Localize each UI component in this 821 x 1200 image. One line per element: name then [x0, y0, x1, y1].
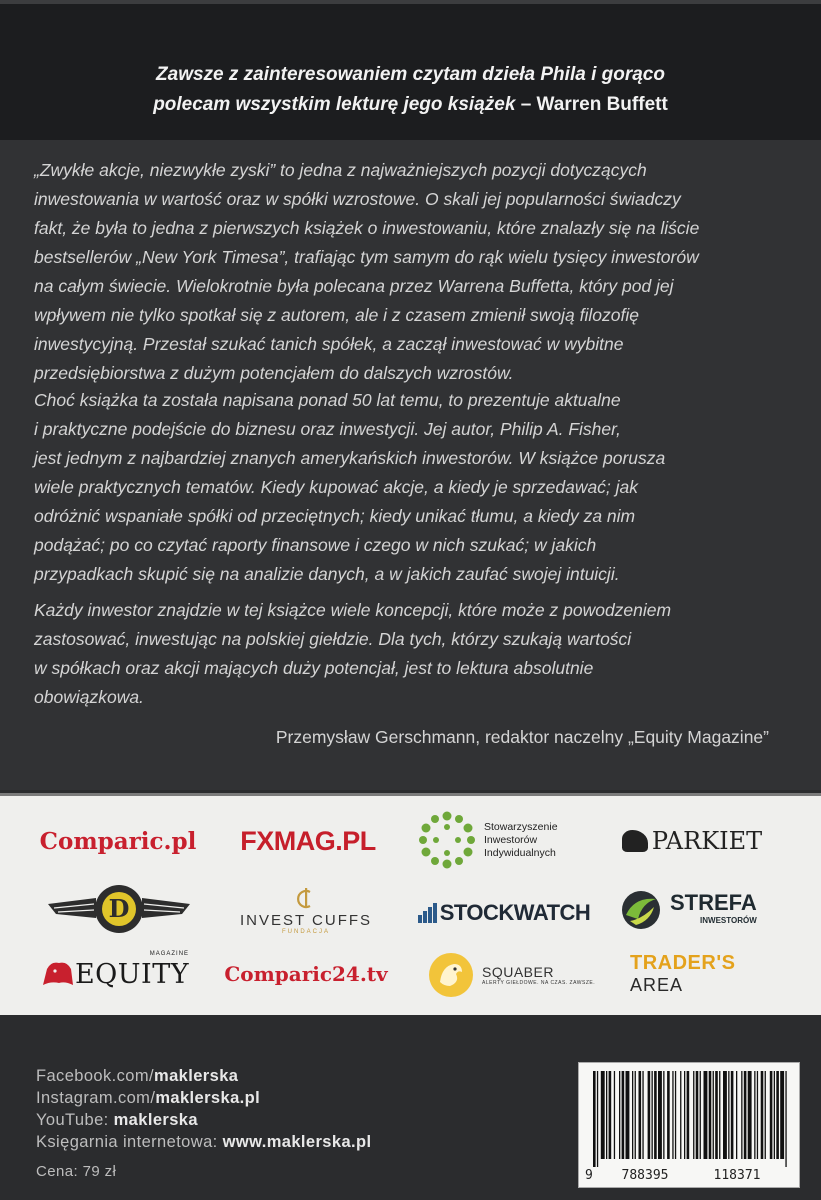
p1-line: inwestowania w wartość oraz w spółki wzrostowe. O skali jej popularności świadczy	[34, 189, 681, 209]
sii-line: Inwestorów	[484, 833, 538, 846]
squaber-logo	[428, 949, 598, 1001]
p3-line: zastosować, inwestując na polskiej giełdzie. Dla tych, którzy szukają wartości	[34, 629, 632, 649]
instagram-handle: maklerska.pl	[155, 1089, 261, 1107]
p1-line: bestsellerów „New York Timesa”, trafiając tym samym do rąk wielu tysięcy inwestorów	[34, 247, 699, 267]
youtube-link[interactable]	[36, 1109, 198, 1131]
quote-author: – Warren Buffett	[520, 94, 668, 115]
youtube-prefix: YouTube:	[36, 1111, 114, 1129]
p2-line: przypadkach skupić się na analizie danych, a w jakich zaufać swojej intuicji.	[34, 564, 620, 584]
isbn-digit-prefix: 9	[585, 1168, 593, 1183]
squaber-title: SQUABER	[482, 964, 554, 980]
sii-text	[484, 821, 558, 860]
invest-cuffs-logo	[236, 878, 376, 942]
sii-line: Stowarzyszenie	[484, 820, 558, 833]
isbn-number	[585, 1168, 791, 1183]
sponsors-band	[0, 793, 821, 1018]
strefa-swirl-icon	[620, 889, 662, 931]
price-label: Cena: 79 zł	[36, 1163, 117, 1180]
strefa-text	[670, 892, 757, 928]
signature: Przemysław Gerschmann, redaktor naczelny „Equity Magazine”	[275, 727, 769, 747]
invest-cuffs-text: INVEST CUFFS	[239, 911, 373, 929]
p3-line: obowiązkowa.	[34, 687, 144, 707]
equity-magazine-logo	[40, 951, 190, 997]
winged-badge-icon	[44, 882, 194, 938]
equity-word: EQUITY	[74, 958, 190, 990]
paragraph-2	[34, 386, 787, 589]
p2-line: jest jednym z najbardziej znanych amerykańskich inwestorów. W książce porusza	[34, 448, 666, 468]
bar-chart-icon	[418, 903, 437, 923]
youtube-handle: maklerska	[113, 1111, 198, 1129]
traders-title: TRADER'S	[630, 952, 736, 974]
p1-line: przedsiębiorstwa z dużym potencjałem do dalszych wzrostów.	[34, 363, 514, 383]
description-area	[0, 140, 821, 790]
traders-area-text: AREA	[630, 975, 684, 995]
squaber-sub: ALERTY GIEŁDOWE. NA CZAS. ZAWSZE.	[482, 980, 596, 986]
facebook-prefix: Facebook.com/	[36, 1067, 155, 1085]
p2-line: podążać; po co czytać raporty finansowe i czego w nich szukać; w jakich	[34, 535, 597, 555]
invest-cuffs-sub: FUNDACJA	[281, 928, 330, 935]
sii-logo	[418, 810, 598, 870]
traders-area-logo	[630, 946, 770, 1002]
shop-link[interactable]	[36, 1131, 371, 1153]
parkiet-logo	[612, 816, 772, 866]
p2-line: wiele praktycznych tematów. Kiedy kupować akcje, a kiedy je sprzedawać; jak	[34, 477, 639, 497]
winged-d-logo	[44, 882, 194, 938]
sii-line: Indywidualnych	[484, 846, 556, 859]
p3-line: Każdy inwestor znajdzie w tej książce wiele koncepcji, które może z powodzeniem	[34, 600, 672, 620]
equity-text	[74, 950, 190, 990]
parkiet-text: PARKIET	[651, 827, 763, 855]
bull-icon	[622, 830, 648, 852]
p1-line: fakt, że była to jedna z pierwszych książek o inwestowaniu, które znalazły się na liście	[34, 218, 700, 238]
p2-line: Choć książka ta została napisana ponad 50 lat temu, to prezentuje aktualne	[34, 390, 621, 410]
p2-line: i praktyczne podejście do biznesu oraz inwestycji. Jej autor, Philip A. Fisher,	[34, 419, 621, 439]
instagram-link[interactable]	[36, 1087, 260, 1109]
strefa-title: STREFA	[670, 890, 757, 915]
p1-line: „Zwykłe akcje, niezwykłe zyski” to jedna z najważniejszych pozycji dotyczących	[34, 160, 647, 180]
instagram-prefix: Instagram.com/	[36, 1089, 156, 1107]
quote-line-2	[40, 90, 781, 120]
comparic24-logo: Comparic24.tv	[224, 962, 388, 986]
shop-prefix: Księgarnia internetowa:	[36, 1133, 223, 1151]
isbn-digit-group-1: 788395	[621, 1168, 669, 1183]
shop-url: www.maklerska.pl	[222, 1133, 372, 1151]
header-band	[0, 0, 821, 144]
p3-line: w spółkach oraz akcji mających duży potencjał, jest to lektura absolutnie	[34, 658, 594, 678]
comparic-logo: Comparic.pl	[39, 827, 197, 855]
p2-line: odróżnić wspaniałe spółki od przeciętnych; kiedy unikać tłumu, a kiedy za nim	[34, 506, 636, 526]
paragraph-3	[34, 596, 787, 712]
svg-text:D: D	[108, 894, 130, 923]
fxmag-logo: FXMAG.PL	[240, 825, 376, 856]
cuffs-mark-icon	[296, 886, 316, 912]
lion-icon	[41, 959, 75, 989]
sii-dots-icon	[418, 811, 476, 869]
stockwatch-logo	[414, 888, 594, 938]
equity-sub: MAGAZINE	[149, 950, 190, 957]
p1-line: inwestycyjną. Przestał szukać tanich spółek, a zaczął inwestować w wybitne	[34, 334, 624, 354]
buffett-quote	[40, 60, 781, 120]
squaber-text	[482, 964, 595, 986]
p1-line: wpływem nie tylko spotkał się z autorem, ale i z czasem zmienił swoją filozofię	[34, 305, 639, 325]
p1-line: na całym świecie. Wielokrotnie była polecana przez Warrena Buffetta, który pod jej	[34, 276, 674, 296]
facebook-link[interactable]	[36, 1065, 238, 1087]
paragraph-1	[34, 156, 787, 388]
quote-line-1: Zawsze z zainteresowaniem czytam dzieła Phila i gorąco	[156, 64, 665, 85]
strefa-sub: INWESTORÓW	[700, 916, 757, 925]
squaber-bird-icon	[428, 952, 474, 998]
facebook-handle: maklerska	[154, 1067, 239, 1085]
isbn-barcode	[578, 1062, 800, 1188]
stockwatch-text: STOCKWATCH	[439, 900, 591, 925]
barcode-icon	[591, 1071, 789, 1167]
strefa-inwestorow-logo	[620, 882, 770, 938]
isbn-digit-group-2: 118371	[713, 1168, 761, 1183]
quote-line-2-text: polecam wszystkim lekturę jego książek	[153, 94, 516, 115]
